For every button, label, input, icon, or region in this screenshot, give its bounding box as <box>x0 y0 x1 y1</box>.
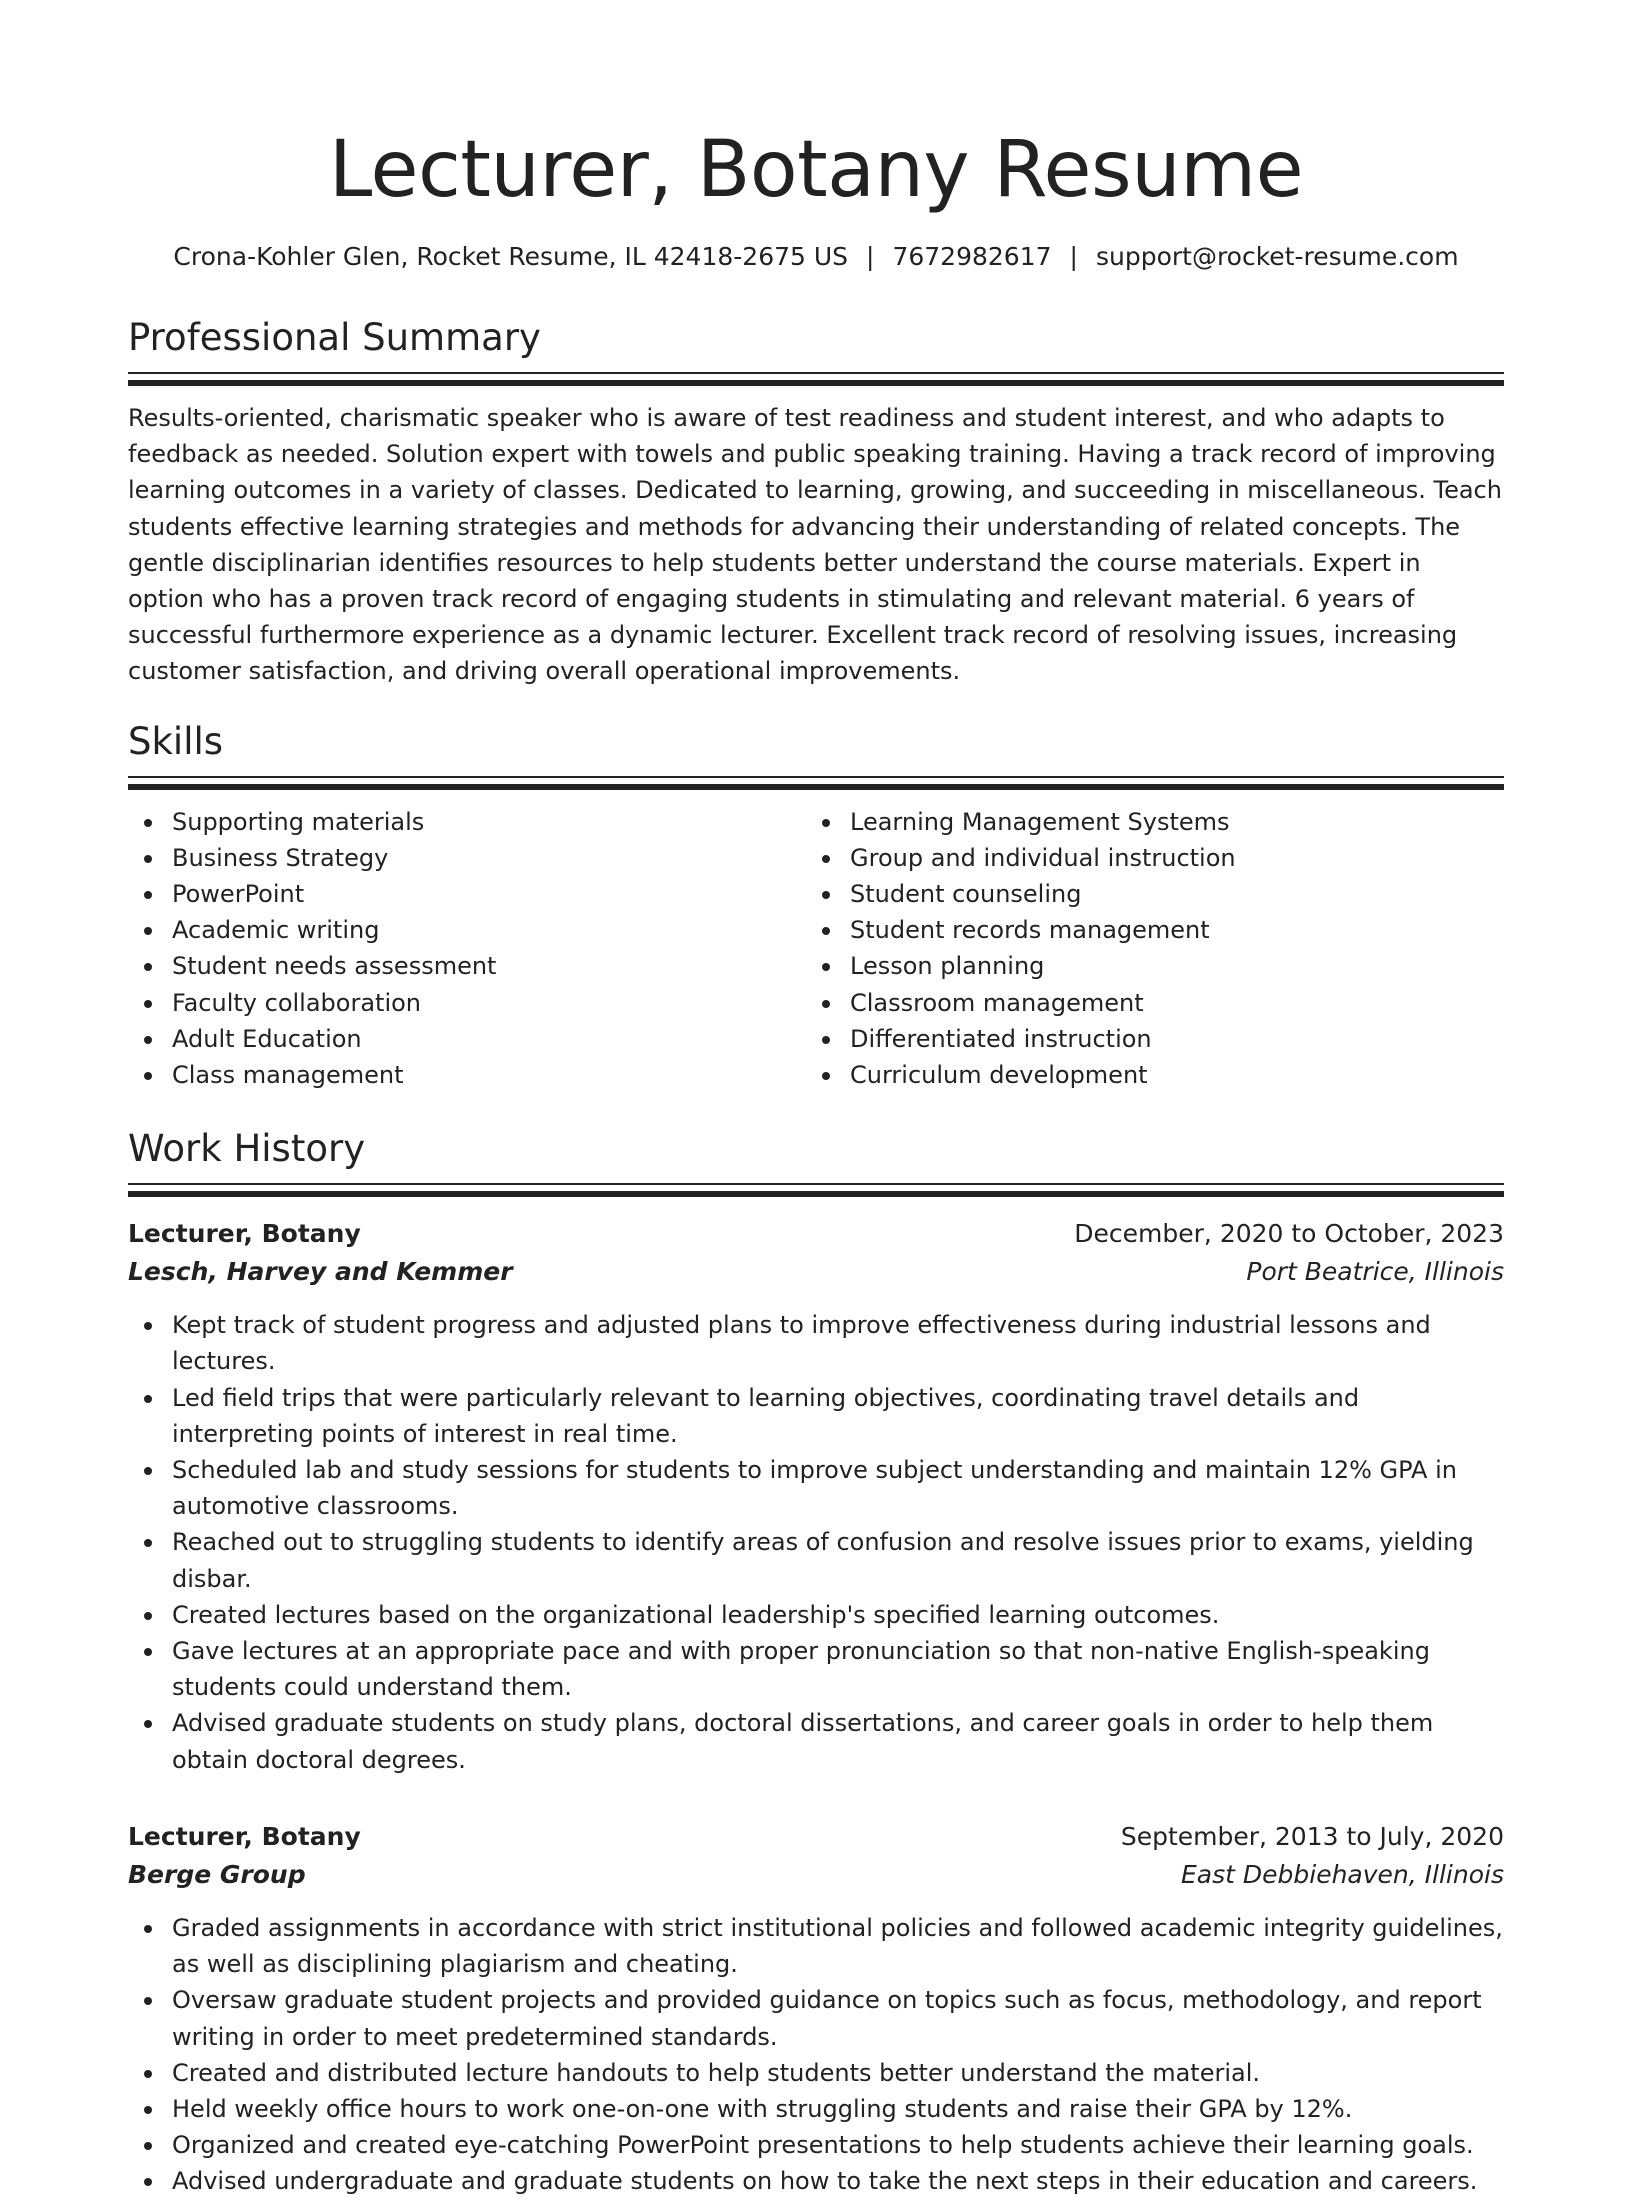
summary-text: Results-oriented, charismatic speaker who is aware of test readiness and student interest, and who adapts to feedback as needed. Solution expert with towels and public speaking training. Having a track record of improving learning outcomes in a variety of classes. Dedicated to learning, growing, and succeeding in miscellaneous. Teach students effective learning strategies and methods for advancing their understanding of related concepts. The gentle disciplinarian identifies resources to help students better understand the course materials. Expert in option who has a proven track record of engaging students in stimulating and relevant material. 6 years of successful furthermore experience as a dynamic lecturer. Excellent track record of resolving issues, increasing customer satisfaction, and driving overall operational improvements. <box>128 404 1502 686</box>
job-dates: December, 2020 to October, 2023 <box>1074 1219 1504 1249</box>
section-divider <box>128 372 1504 386</box>
skills-heading: Skills <box>128 719 224 763</box>
job-bullet: Graded assignments in accordance with strict institutional policies and followed academic integrity guidelines, as well as disciplining plagiarism and cheating. <box>128 1910 1504 1982</box>
job-location: Port Beatrice, Illinois <box>1246 1257 1504 1287</box>
job-bullets <box>128 1307 1504 1778</box>
contact-email: support@rocket-resume.com <box>1095 242 1459 271</box>
skill-item: Lesson planning <box>806 948 1484 984</box>
skill-item: Student needs assessment <box>128 948 806 984</box>
section-divider <box>128 1183 1504 1197</box>
job-company: Berge Group <box>128 1859 306 1889</box>
section-divider <box>128 776 1504 790</box>
contact-phone: 7672982617 <box>892 242 1052 271</box>
skill-item: Classroom management <box>806 985 1484 1021</box>
resume-title: Lecturer, Botany Resume <box>328 125 1304 215</box>
job-bullet: Organized and created eye-catching PowerPoint presentations to help students achieve their learning goals. <box>128 2127 1504 2163</box>
skill-item: Curriculum development <box>806 1057 1484 1093</box>
job-bullet: Led field trips that were particularly relevant to learning objectives, coordinating travel details and interpreting points of interest in real time. <box>128 1380 1504 1452</box>
contact-separator: | <box>866 242 875 271</box>
job-bullet: Advised undergraduate and graduate students on how to take the next steps in their education and careers. <box>128 2163 1504 2199</box>
contact-address: Crona-Kohler Glen, Rocket Resume, IL 42418-2675 US <box>173 242 849 271</box>
job-bullet: Kept track of student progress and adjusted plans to improve effectiveness during industrial lessons and lectures. <box>128 1307 1504 1379</box>
skill-item: Supporting materials <box>128 804 806 840</box>
job-dates: September, 2013 to July, 2020 <box>1120 1821 1504 1851</box>
summary-heading: Professional Summary <box>128 316 541 359</box>
contact-separator: | <box>1069 242 1078 271</box>
work-history-heading: Work History <box>128 1127 366 1171</box>
skill-item: Business Strategy <box>128 840 806 876</box>
skill-item: PowerPoint <box>128 876 806 912</box>
job-company: Lesch, Harvey and Kemmer <box>128 1257 513 1287</box>
skill-item: Learning Management Systems <box>806 804 1484 840</box>
job-entry <box>128 1818 1504 2200</box>
skill-item: Class management <box>128 1057 806 1093</box>
job-bullet: Advised graduate students on study plans, doctoral dissertations, and career goals in order to help them obtain doctoral degrees. <box>128 1705 1504 1777</box>
skill-item: Student counseling <box>806 876 1484 912</box>
job-entry <box>128 1215 1504 1778</box>
job-bullets <box>128 1910 1504 2200</box>
job-header-row <box>128 1215 1504 1253</box>
job-header-row <box>128 1818 1504 1856</box>
job-bullet: Gave lectures at an appropriate pace and with proper pronunciation so that non-native English-speaking students could understand them. <box>128 1633 1504 1705</box>
contact-line <box>128 240 1504 274</box>
skills-list-right <box>806 804 1484 1094</box>
job-bullet: Scheduled lab and study sessions for students to improve subject understanding and maintain 12% GPA in automotive classrooms. <box>128 1452 1504 1524</box>
skill-item: Student records management <box>806 912 1484 948</box>
skills-grid <box>128 804 1504 1094</box>
job-bullet: Held weekly office hours to work one-on-one with struggling students and raise their GPA by 12%. <box>128 2091 1504 2127</box>
job-bullet: Created and distributed lecture handouts to help students better understand the material. <box>128 2055 1504 2091</box>
skill-item: Adult Education <box>128 1021 806 1057</box>
job-bullet: Reached out to struggling students to identify areas of confusion and resolve issues prior to exams, yielding disbar. <box>128 1524 1504 1596</box>
job-subheader-row <box>128 1856 1504 1894</box>
skills-list-left <box>128 804 806 1094</box>
job-subheader-row <box>128 1253 1504 1291</box>
job-location: East Debbiehaven, Illinois <box>1181 1859 1504 1889</box>
job-bullet: Created lectures based on the organizational leadership's specified learning outcomes. <box>128 1597 1504 1633</box>
skill-item: Differentiated instruction <box>806 1021 1484 1057</box>
job-bullet: Oversaw graduate student projects and provided guidance on topics such as focus, methodology, and report writing in order to meet predetermined standards. <box>128 1982 1504 2054</box>
job-title: Lecturer, Botany <box>128 1219 361 1249</box>
resume-page <box>128 0 1504 2200</box>
job-title: Lecturer, Botany <box>128 1821 361 1851</box>
skill-item: Academic writing <box>128 912 806 948</box>
skill-item: Faculty collaboration <box>128 985 806 1021</box>
skill-item: Group and individual instruction <box>806 840 1484 876</box>
